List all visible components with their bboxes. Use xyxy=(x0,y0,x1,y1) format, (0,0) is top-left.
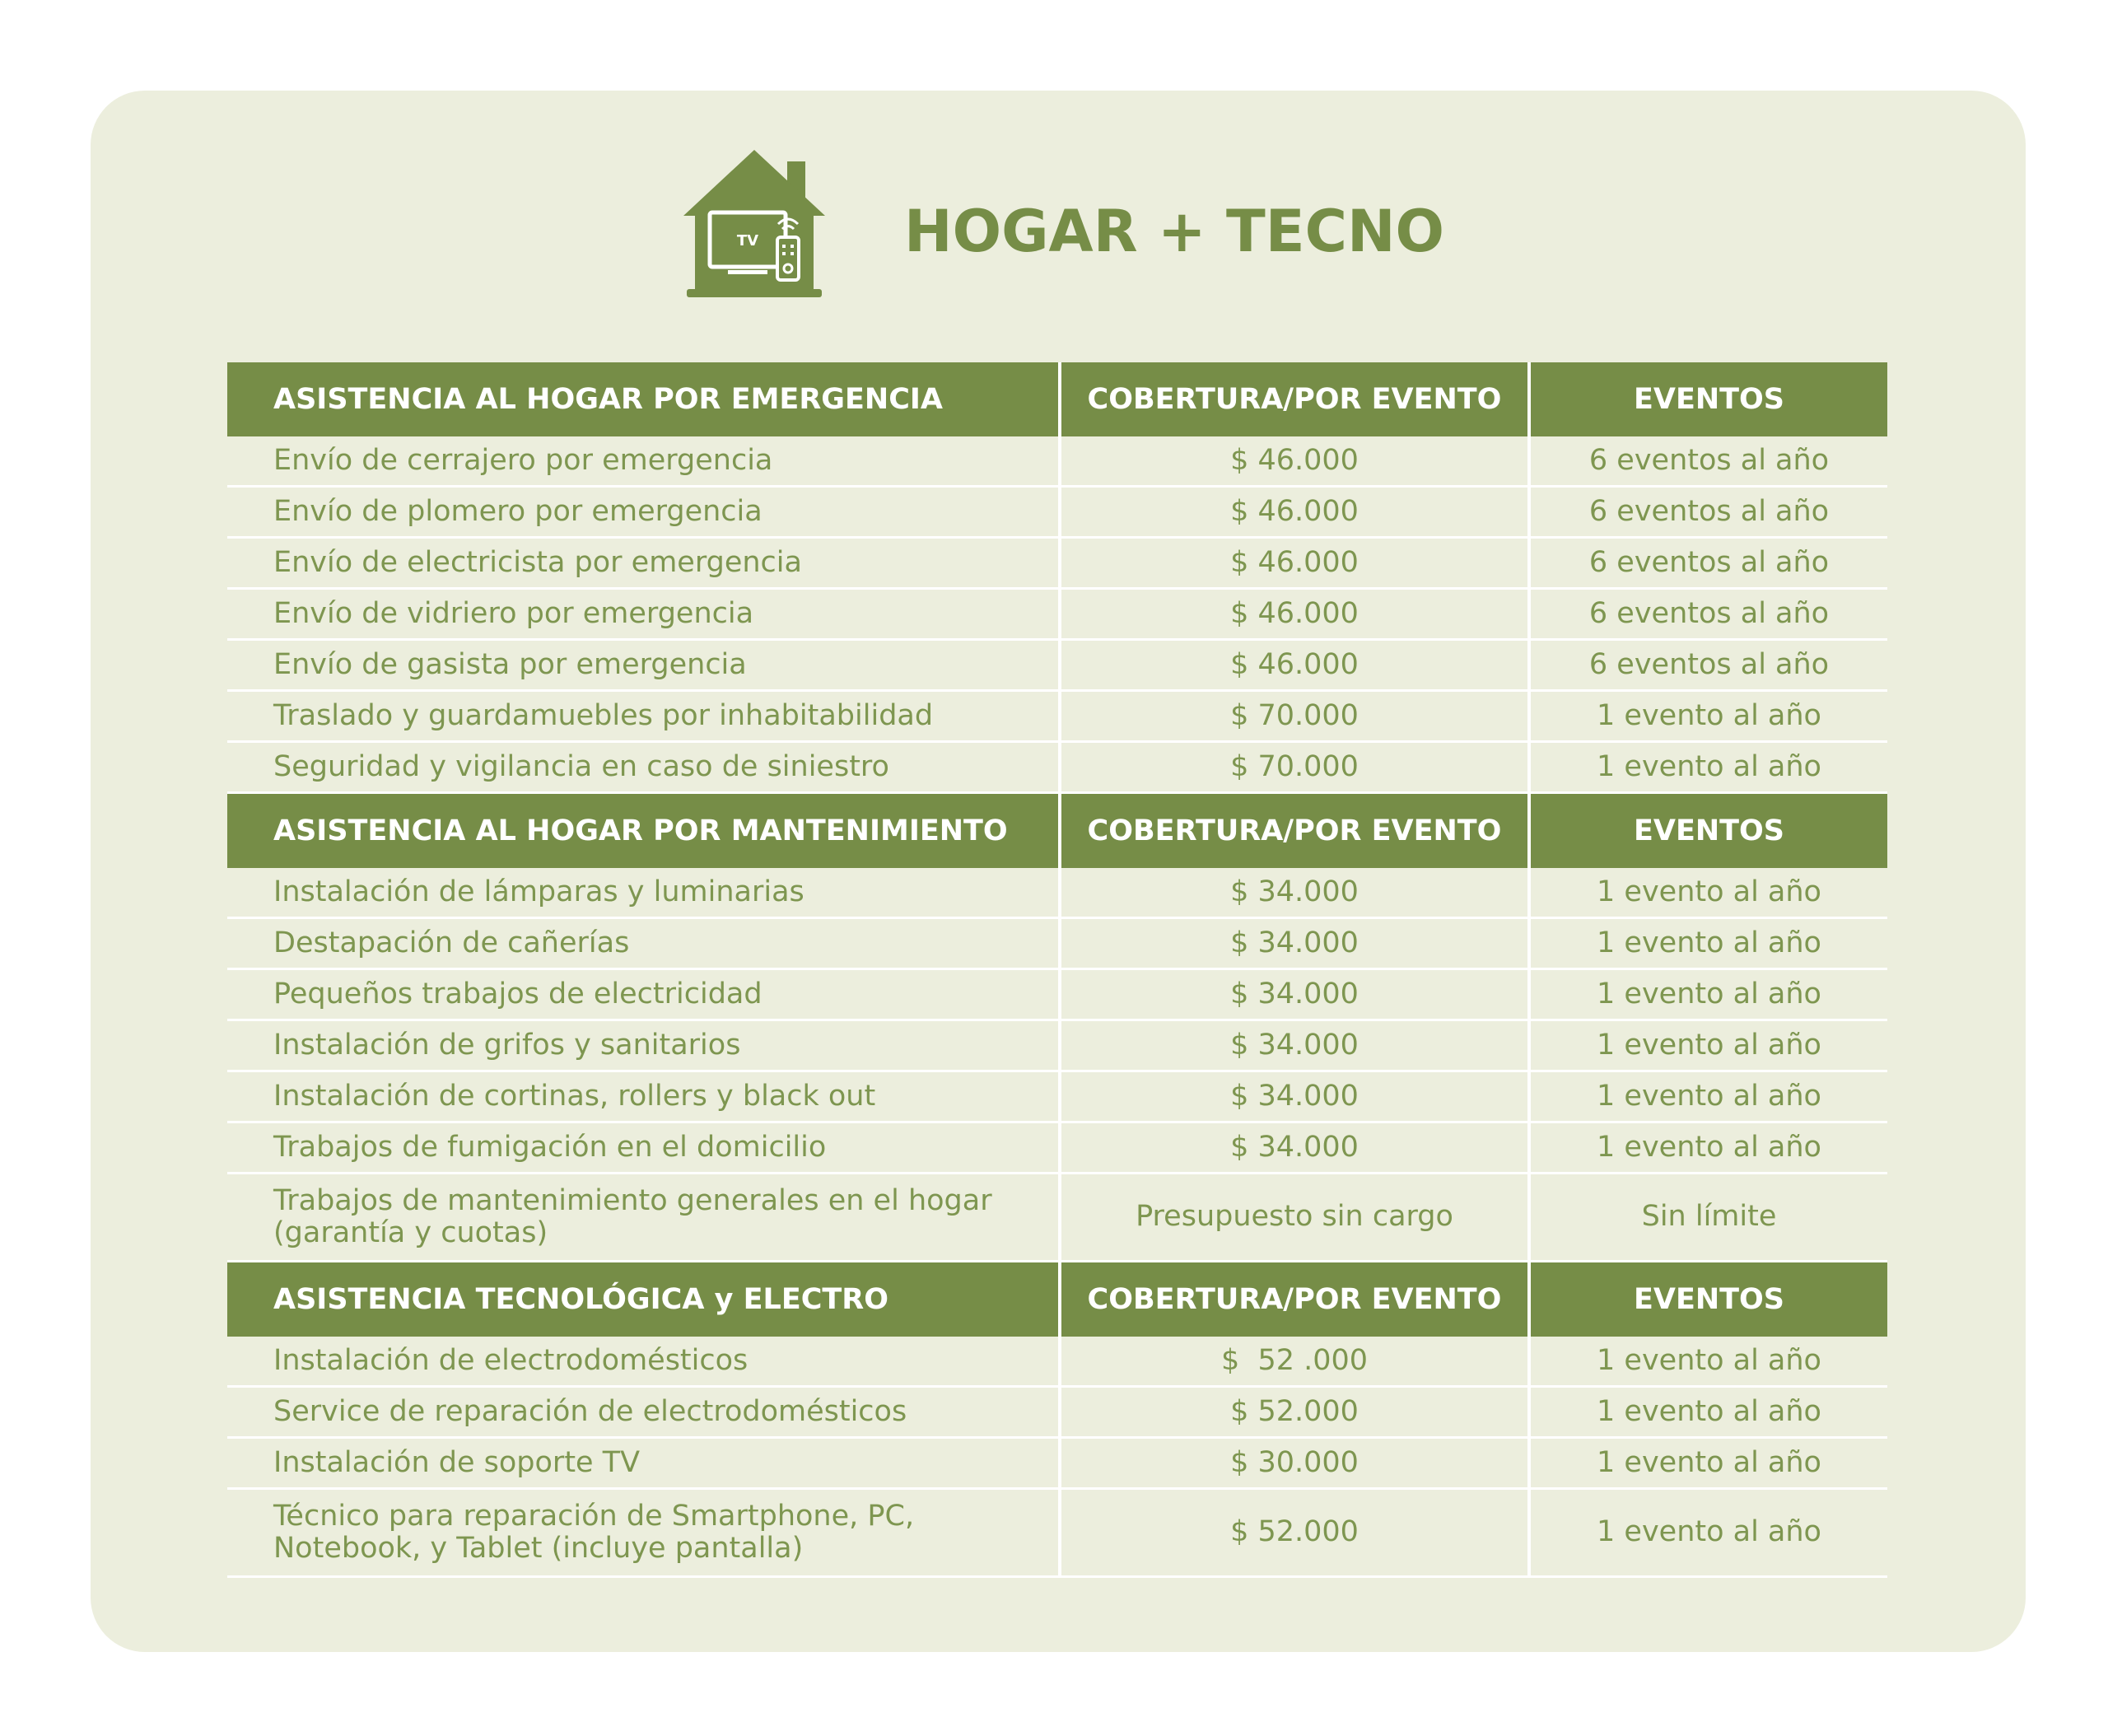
events-count: 1 evento al año xyxy=(1529,1337,1887,1387)
service-name: Instalación de electrodomésticos xyxy=(227,1337,1060,1387)
table-row xyxy=(227,1387,1887,1438)
service-name: Trabajos de fumigación en el domicilio xyxy=(227,1122,1060,1174)
events-count: Sin límite xyxy=(1529,1174,1887,1262)
coverage-amount: $ 34.000 xyxy=(1060,1020,1529,1071)
service-name: Pequeños trabajos de electricidad xyxy=(227,969,1060,1020)
table-row xyxy=(227,868,1887,918)
service-name: Envío de cerrajero por emergencia xyxy=(227,436,1060,487)
section-header-emergencia xyxy=(227,362,1887,436)
table-row xyxy=(227,436,1887,487)
events-column-header: EVENTOS xyxy=(1529,362,1887,436)
table-row xyxy=(227,1020,1887,1071)
events-count: 1 evento al año xyxy=(1529,1122,1887,1174)
events-count: 6 eventos al año xyxy=(1529,487,1887,538)
page-title: HOGAR + TECNO xyxy=(904,198,1445,265)
coverage-amount: $ 70.000 xyxy=(1060,742,1529,793)
table-row xyxy=(227,1071,1887,1122)
events-count: 1 evento al año xyxy=(1529,1387,1887,1438)
house-tv-icon xyxy=(680,147,828,299)
table-row xyxy=(227,1489,1887,1577)
coverage-amount: $ 34.000 xyxy=(1060,969,1529,1020)
coverage-column-header: COBERTURA/POR EVENTO xyxy=(1060,362,1529,436)
coverage-table xyxy=(227,362,1887,1578)
events-count: 6 eventos al año xyxy=(1529,538,1887,589)
events-count: 6 eventos al año xyxy=(1529,436,1887,487)
coverage-amount: $ 46.000 xyxy=(1060,436,1529,487)
coverage-amount: Presupuesto sin cargo xyxy=(1060,1174,1529,1262)
events-count: 1 evento al año xyxy=(1529,918,1887,969)
coverage-amount: $ 46.000 xyxy=(1060,640,1529,691)
service-name: Técnico para reparación de Smartphone, PC, Notebook, y Tablet (incluye pantalla) xyxy=(227,1489,1060,1577)
coverage-amount: $ 34.000 xyxy=(1060,1122,1529,1174)
service-name: Traslado y guardamuebles por inhabitabilidad xyxy=(227,691,1060,742)
coverage-amount: $ 70.000 xyxy=(1060,691,1529,742)
service-name: Destapación de cañerías xyxy=(227,918,1060,969)
events-count: 1 evento al año xyxy=(1529,1438,1887,1489)
table-row xyxy=(227,589,1887,640)
events-count: 1 evento al año xyxy=(1529,691,1887,742)
table-row xyxy=(227,1438,1887,1489)
events-count: 6 eventos al año xyxy=(1529,589,1887,640)
service-name: Envío de plomero por emergencia xyxy=(227,487,1060,538)
table-row xyxy=(227,918,1887,969)
events-column-header: EVENTOS xyxy=(1529,793,1887,869)
events-count: 6 eventos al año xyxy=(1529,640,1887,691)
table-row xyxy=(227,487,1887,538)
service-name: Trabajos de mantenimiento generales en el hogar (garantía y cuotas) xyxy=(227,1174,1060,1262)
section-header-mantenimiento xyxy=(227,793,1887,869)
coverage-amount: $ 52.000 xyxy=(1060,1387,1529,1438)
section-header-tecnologica xyxy=(227,1262,1887,1337)
coverage-amount: $ 34.000 xyxy=(1060,918,1529,969)
events-column-header: EVENTOS xyxy=(1529,1262,1887,1337)
coverage-column-header: COBERTURA/POR EVENTO xyxy=(1060,793,1529,869)
section-title: ASISTENCIA TECNOLÓGICA y ELECTRO xyxy=(227,1262,1060,1337)
service-name: Instalación de soporte TV xyxy=(227,1438,1060,1489)
coverage-column-header: COBERTURA/POR EVENTO xyxy=(1060,1262,1529,1337)
table-row xyxy=(227,1337,1887,1387)
service-name: Service de reparación de electrodomésticos xyxy=(227,1387,1060,1438)
table-row xyxy=(227,969,1887,1020)
coverage-amount: $ 30.000 xyxy=(1060,1438,1529,1489)
service-name: Envío de electricista por emergencia xyxy=(227,538,1060,589)
table-row xyxy=(227,538,1887,589)
coverage-amount: $ 46.000 xyxy=(1060,487,1529,538)
events-count: 1 evento al año xyxy=(1529,1489,1887,1577)
service-name: Instalación de lámparas y luminarias xyxy=(227,868,1060,918)
coverage-amount: $ 52 .000 xyxy=(1060,1337,1529,1387)
coverage-amount: $ 34.000 xyxy=(1060,1071,1529,1122)
service-name: Envío de vidriero por emergencia xyxy=(227,589,1060,640)
events-count: 1 evento al año xyxy=(1529,1071,1887,1122)
service-name: Seguridad y vigilancia en caso de siniestro xyxy=(227,742,1060,793)
coverage-amount: $ 46.000 xyxy=(1060,589,1529,640)
coverage-amount: $ 52.000 xyxy=(1060,1489,1529,1577)
table-row xyxy=(227,742,1887,793)
table-row xyxy=(227,691,1887,742)
section-title: ASISTENCIA AL HOGAR POR MANTENIMIENTO xyxy=(227,793,1060,869)
table-row xyxy=(227,640,1887,691)
table-row xyxy=(227,1122,1887,1174)
tv-label: TV xyxy=(736,232,759,250)
service-name: Instalación de grifos y sanitarios xyxy=(227,1020,1060,1071)
events-count: 1 evento al año xyxy=(1529,969,1887,1020)
events-count: 1 evento al año xyxy=(1529,1020,1887,1071)
table-row xyxy=(227,1174,1887,1262)
coverage-amount: $ 46.000 xyxy=(1060,538,1529,589)
section-title: ASISTENCIA AL HOGAR POR EMERGENCIA xyxy=(227,362,1060,436)
coverage-amount: $ 34.000 xyxy=(1060,868,1529,918)
service-name: Envío de gasista por emergencia xyxy=(227,640,1060,691)
service-name: Instalación de cortinas, rollers y black out xyxy=(227,1071,1060,1122)
events-count: 1 evento al año xyxy=(1529,868,1887,918)
events-count: 1 evento al año xyxy=(1529,742,1887,793)
